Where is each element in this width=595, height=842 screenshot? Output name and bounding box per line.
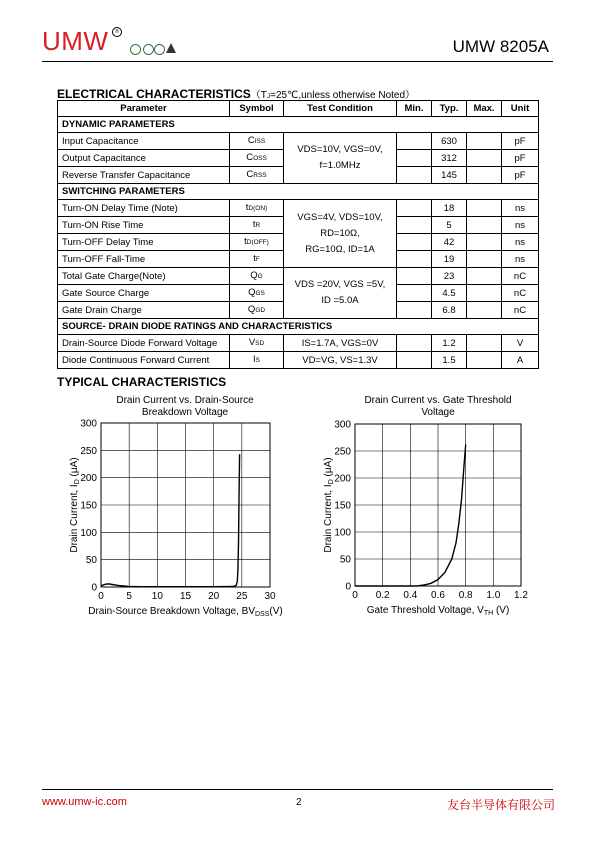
- param-cell: Diode Continuous Forward Current: [58, 352, 230, 369]
- y-tick-label: 50: [85, 555, 97, 567]
- group-row: [58, 184, 539, 200]
- x-tick-label: 0: [98, 591, 104, 602]
- unit-cell: pF: [502, 167, 539, 184]
- param-cell: Turn-OFF Delay Time: [58, 234, 230, 251]
- param-cell: Output Capacitance: [58, 150, 230, 167]
- unit-cell: ns: [502, 251, 539, 268]
- y-axis-label: Drain Current, $I_D$ (μA): [323, 457, 335, 553]
- header-rule: [42, 61, 553, 62]
- y-tick-label: 200: [80, 473, 97, 485]
- y-tick-label: 300: [334, 419, 351, 431]
- max-cell: [467, 352, 502, 369]
- condition-cell: VDS=10V, VGS=0V, f=1.0MHz: [284, 133, 397, 184]
- min-cell: [397, 251, 432, 268]
- symbol-cell: CISS: [230, 133, 284, 150]
- param-cell: Gate Drain Charge: [58, 302, 230, 319]
- condition-cell: VDS =20V, VGS =5V, ID =5.0A: [284, 268, 397, 319]
- typ-cell: 42: [432, 234, 467, 251]
- electrical-title: [57, 86, 415, 101]
- group-row: [58, 117, 539, 133]
- x-tick-label: 5: [126, 591, 132, 602]
- table-header-row: [58, 101, 539, 117]
- col-max: Max.: [467, 101, 502, 117]
- y-tick-label: 250: [80, 445, 97, 457]
- param-cell: Turn-ON Delay Time (Note): [58, 200, 230, 217]
- min-cell: [397, 133, 432, 150]
- unit-cell: ns: [502, 217, 539, 234]
- symbol-cell: IS: [230, 352, 284, 369]
- condition-cell: VGS=4V, VDS=10V, RD=10Ω, RG=10Ω, ID=1A: [284, 200, 397, 268]
- max-cell: [467, 200, 502, 217]
- x-tick-label: 0: [352, 590, 358, 601]
- symbol-cell: QGD: [230, 302, 284, 319]
- company-name: 友台半导体有限公司: [446, 798, 555, 812]
- typ-cell: 145: [432, 167, 467, 184]
- min-cell: [397, 234, 432, 251]
- min-cell: [397, 217, 432, 234]
- col-parameter: Parameter: [58, 101, 230, 117]
- unit-cell: nC: [502, 268, 539, 285]
- table-row: [58, 335, 539, 352]
- x-tick-label: 25: [236, 591, 248, 602]
- unit-cell: A: [502, 352, 539, 369]
- website-link[interactable]: www.umw-ic.com: [42, 796, 127, 808]
- registered-mark: ®: [112, 27, 122, 37]
- param-cell: Drain-Source Diode Forward Voltage: [58, 335, 230, 352]
- x-tick-label: 0.2: [375, 590, 390, 601]
- min-cell: [397, 285, 432, 302]
- max-cell: [467, 268, 502, 285]
- max-cell: [467, 150, 502, 167]
- typ-cell: 18: [432, 200, 467, 217]
- typ-cell: 630: [432, 133, 467, 150]
- param-cell: Input Capacitance: [58, 133, 230, 150]
- group-row: [58, 319, 539, 335]
- max-cell: [467, 234, 502, 251]
- min-cell: [397, 302, 432, 319]
- param-cell: Reverse Transfer Capacitance: [58, 167, 230, 184]
- x-tick-label: 0.4: [403, 590, 418, 601]
- typ-cell: 23: [432, 268, 467, 285]
- brand-logo: UMW: [42, 26, 109, 56]
- symbol-cell: VSD: [230, 335, 284, 352]
- max-cell: [467, 251, 502, 268]
- param-cell: Gate Source Charge: [58, 285, 230, 302]
- symbol-cell: QG: [230, 268, 284, 285]
- unit-cell: nC: [502, 302, 539, 319]
- table-row: [58, 352, 539, 369]
- x-tick-label: 10: [151, 591, 163, 602]
- x-tick-label: 20: [208, 591, 220, 602]
- chart1-breakdown-voltage: [60, 415, 290, 620]
- unit-cell: pF: [502, 150, 539, 167]
- table-row: [58, 268, 539, 285]
- unit-cell: nC: [502, 285, 539, 302]
- min-cell: [397, 352, 432, 369]
- col-min: Min.: [397, 101, 432, 117]
- y-tick-label: 0: [345, 581, 351, 593]
- y-tick-label: 300: [80, 418, 97, 430]
- unit-cell: V: [502, 335, 539, 352]
- group-switching: SWITCHING PARAMETERS: [58, 184, 539, 200]
- max-cell: [467, 133, 502, 150]
- table-row: [58, 200, 539, 217]
- x-tick-label: 1.0: [486, 590, 501, 601]
- typ-cell: 312: [432, 150, 467, 167]
- symbol-cell: CRSS: [230, 167, 284, 184]
- symbol-cell: QGS: [230, 285, 284, 302]
- min-cell: [397, 200, 432, 217]
- y-tick-label: 0: [91, 582, 97, 594]
- min-cell: [397, 167, 432, 184]
- x-tick-label: 0.6: [431, 590, 445, 601]
- y-tick-label: 50: [339, 554, 351, 566]
- typ-cell: 5: [432, 217, 467, 234]
- footer-rule: [42, 789, 553, 790]
- col-typ: Typ.: [432, 101, 467, 117]
- max-cell: [467, 285, 502, 302]
- chart1-title: Drain Current vs. Drain-Source Breakdown Voltage: [116, 395, 254, 418]
- electrical-table: [57, 100, 539, 369]
- electrical-note: （TJ=25℃,unless otherwise Noted）: [250, 90, 416, 101]
- min-cell: [397, 150, 432, 167]
- x-axis-label: Drain-Source Breakdown Voltage, $BV_{DSS}(V)$: [88, 606, 283, 618]
- group-dynamic: DYNAMIC PARAMETERS: [58, 117, 539, 133]
- y-tick-label: 150: [80, 500, 97, 512]
- symbol-cell: tR: [230, 217, 284, 234]
- esd-warning-icon: [166, 43, 176, 53]
- x-tick-label: 1.2: [514, 590, 528, 601]
- condition-cell: IS=1.7A, VGS=0V: [284, 335, 397, 352]
- symbol-cell: tD(OFF): [230, 234, 284, 251]
- chart2-title: Drain Current vs. Gate Threshold Voltage: [364, 395, 512, 418]
- electrical-title-text: ELECTRICAL CHARACTERISTICS: [57, 87, 251, 101]
- typ-cell: 1.2: [432, 335, 467, 352]
- typ-cell: 19: [432, 251, 467, 268]
- green-product-icon: [154, 44, 165, 55]
- y-axis-label: Drain Current, $I_D$ (μA): [69, 457, 81, 553]
- y-tick-label: 200: [334, 473, 351, 485]
- min-cell: [397, 268, 432, 285]
- param-cell: Turn-ON Rise Time: [58, 217, 230, 234]
- y-tick-label: 150: [334, 500, 351, 512]
- x-tick-label: 30: [264, 591, 276, 602]
- col-symbol: Symbol: [230, 101, 284, 117]
- col-condition: Test Condition: [284, 101, 397, 117]
- table-row: [58, 133, 539, 150]
- condition-cell: VD=VG, VS=1.3V: [284, 352, 397, 369]
- typ-cell: 6.8: [432, 302, 467, 319]
- symbol-cell: tF: [230, 251, 284, 268]
- max-cell: [467, 302, 502, 319]
- unit-cell: ns: [502, 200, 539, 217]
- series-line: [101, 454, 240, 587]
- part-number: UMW 8205A: [452, 37, 549, 56]
- symbol-cell: COSS: [230, 150, 284, 167]
- x-axis-label: Gate Threshold Voltage, $V_{TH}$ (V): [366, 605, 510, 617]
- typ-cell: 4.5: [432, 285, 467, 302]
- recycle-icon: [143, 44, 154, 55]
- chart2-threshold-voltage: [315, 415, 540, 620]
- x-tick-label: 0.8: [458, 590, 473, 601]
- unit-cell: pF: [502, 133, 539, 150]
- symbol-cell: tD(ON): [230, 200, 284, 217]
- y-tick-label: 100: [334, 527, 351, 539]
- page-number: 2: [296, 797, 302, 808]
- min-cell: [397, 335, 432, 352]
- rohs-icon: [130, 44, 141, 55]
- y-tick-label: 100: [80, 527, 97, 539]
- typ-cell: 1.5: [432, 352, 467, 369]
- param-cell: Total Gate Charge(Note): [58, 268, 230, 285]
- y-tick-label: 250: [334, 446, 351, 458]
- col-unit: Unit: [502, 101, 539, 117]
- group-source-drain: SOURCE- DRAIN DIODE RATINGS AND CHARACTERISTICS: [58, 319, 539, 335]
- unit-cell: ns: [502, 234, 539, 251]
- typical-title: TYPICAL CHARACTERISTICS: [57, 375, 227, 389]
- param-cell: Turn-OFF Fall-Time: [58, 251, 230, 268]
- max-cell: [467, 217, 502, 234]
- max-cell: [467, 335, 502, 352]
- max-cell: [467, 167, 502, 184]
- x-tick-label: 15: [179, 591, 192, 602]
